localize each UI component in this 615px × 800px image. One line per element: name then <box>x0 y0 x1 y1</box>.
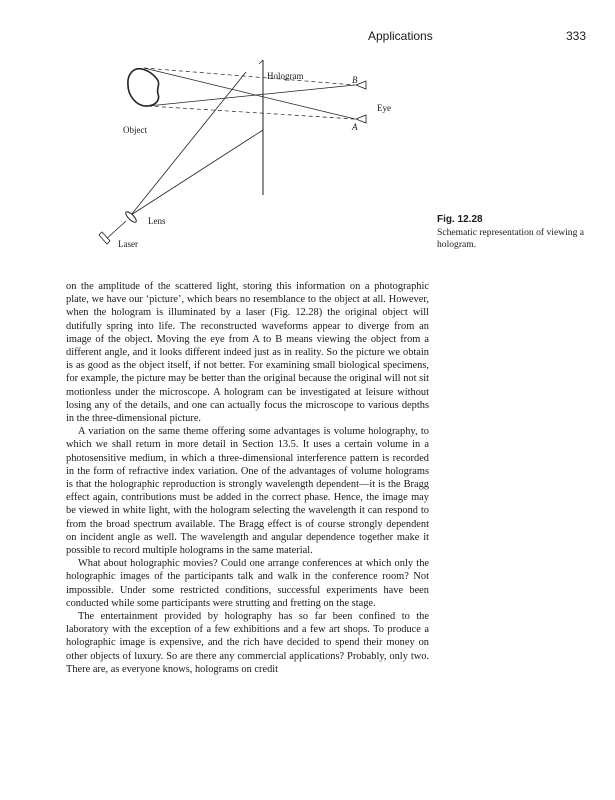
paragraph: on the amplitude of the scattered light, storing this information on a photographic plate, we have our ‘picture’, which bears no resemblance to the object at all. However, when the hologram is illuminated by a laser (Fig. 12.28) the original object will dutifully spring into life. The reconstructed waveforms appear to diverge from an image of the object. Moving the eye from A to B means viewing the object from a different angle, and it looks different indeed just as in reality. So the picture we obtain is as good as the object itself, if not better. For examining small biological specimens, for example, the picture may be better than the original because the original will not sit motionless under the microscope. A hologram can be investigated at leisure without losing any of the details, and one can actually focus the microscope to various depths in the three-dimensional picture. <box>66 281 429 425</box>
paragraph: What about holographic movies? Could one arrange conferences at which only the holographic images of the participants talk and walk in the conference room? Not impossible. Under some restricted conditions, successful experiments have been conducted while some participants were strutting and fretting on the stage. <box>66 558 429 609</box>
caption-text: Schematic representation of viewing a hologram. <box>437 227 585 250</box>
dashed-ray-bottom-to-a <box>148 106 355 119</box>
eye-a-label: A <box>352 122 358 132</box>
object-label: Object <box>123 125 147 135</box>
eye-b-label: B <box>352 75 358 85</box>
object-shape <box>128 69 159 106</box>
hologram-figure <box>90 55 435 260</box>
running-title: Applications <box>368 29 433 43</box>
hologram-diagram <box>90 55 435 260</box>
ray-object-bottom-to-b <box>148 85 355 106</box>
hologram-plate-edge <box>259 60 263 64</box>
eye-label: Eye <box>377 103 391 113</box>
lens-label: Lens <box>148 216 166 226</box>
figure-caption <box>437 214 607 251</box>
paragraph: A variation on the same theme offering some advantages is volume holography, to which we shall return in more detail in Section 13.5. It uses a certain volume in a photosensitive medium, in which a three-dimensional interference pattern is recorded in the form of refractive index variation. One of the advantages of volume holograms is that the holographic reproduction is strongly wavelength dependent—it is the Bragg effect again, contributions must be added in the correct phase. Hence, the image may be viewed in white light, with the hologram selecting the wavelength it can respond to from the broad spectrum available. The Bragg effect is of course strongly dependent on incident angle as well. The wavelength and angular dependence together make it possible to record multiple holograms in the same material. <box>66 426 429 557</box>
hologram-label: Hologram <box>267 71 304 81</box>
laser-icon <box>99 232 110 244</box>
body-text <box>66 280 429 676</box>
dashed-ray-top-to-b <box>144 68 355 85</box>
caption-title: Fig. 12.28 <box>437 214 483 225</box>
page-number: 333 <box>566 29 587 43</box>
running-head <box>0 29 615 47</box>
paragraph: The entertainment provided by holography has so far been confined to the laboratory with the exception of a few exhibitions and a few art shops. To produce a holographic image is expensive, and the rich have decided to spend their money on other objects of luxury. So are there any commercial applications? Probably, only two. There are, as everyone knows, holograms on credit <box>66 611 429 675</box>
ray-object-top-to-a <box>144 68 355 119</box>
beam-lens-to-hologram-bottom <box>131 130 263 215</box>
laser-label: Laser <box>118 239 138 249</box>
